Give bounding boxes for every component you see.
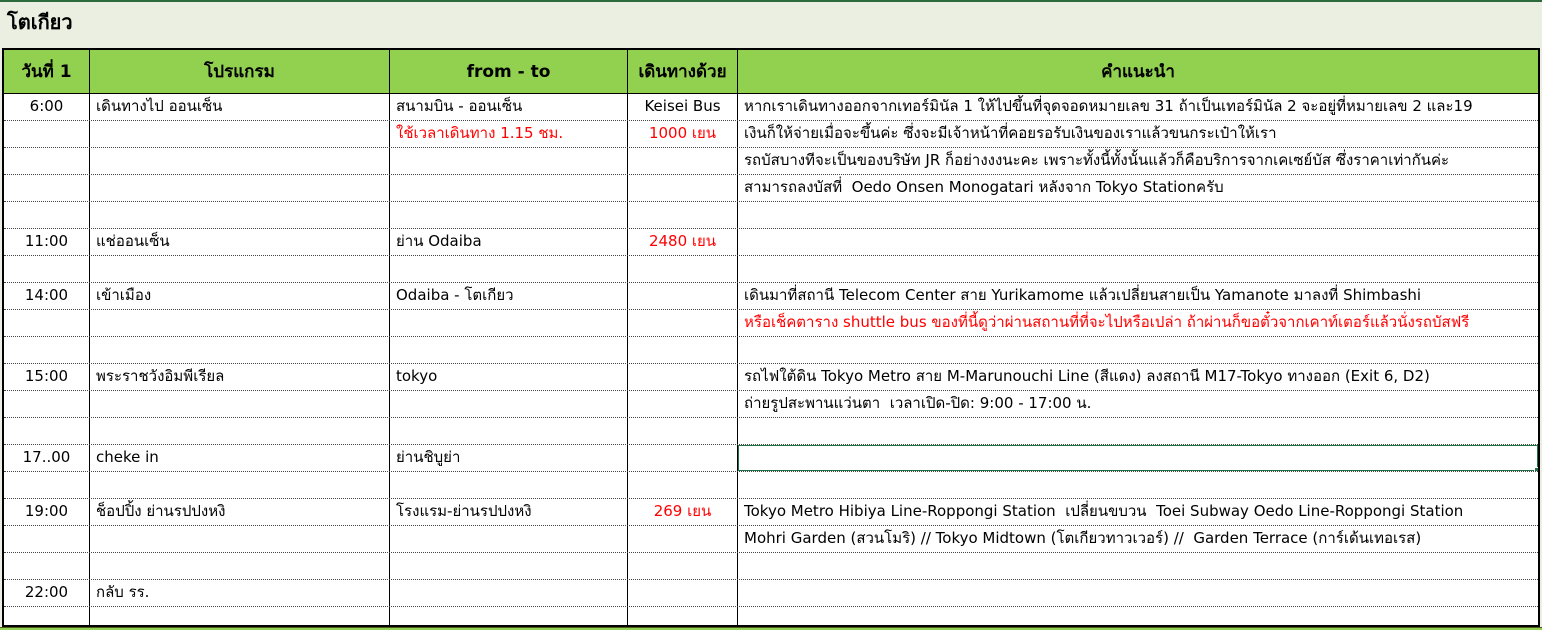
cell-transport[interactable] [628, 310, 738, 336]
table-row [4, 553, 1538, 580]
cell-transport[interactable]: 1000 เยน [628, 121, 738, 147]
cell-transport[interactable] [628, 445, 738, 471]
header-cell-transport[interactable]: เดินทางด้วย [628, 50, 738, 93]
cell-transport[interactable] [628, 553, 738, 579]
cell-transport[interactable]: 2480 เยน [628, 229, 738, 255]
cell-from-to[interactable] [390, 391, 628, 417]
cell-transport[interactable] [628, 418, 738, 444]
cell-advice[interactable] [738, 202, 1538, 228]
cell-time[interactable]: 19:00 [4, 499, 90, 525]
table-body [4, 94, 1538, 625]
cell-transport[interactable] [628, 364, 738, 390]
cell-program[interactable] [90, 526, 390, 552]
cell-advice[interactable]: สามารถลงบัสที่ Oedo Onsen Monogatari หลังจาก Tokyo Stationครับ [744, 178, 1224, 196]
cell-program[interactable] [90, 391, 390, 417]
cell-program[interactable]: cheke in [90, 445, 390, 471]
cell-program[interactable]: กลับ รร. [90, 580, 390, 606]
table-row [4, 229, 1538, 256]
table-row [4, 580, 1538, 607]
title-row [0, 2, 1542, 48]
cell-transport[interactable] [628, 526, 738, 552]
cell-transport[interactable] [628, 283, 738, 309]
cell-time[interactable]: 11:00 [4, 229, 90, 255]
cell-time[interactable] [4, 175, 90, 201]
cell-program[interactable]: ช็อปปิ้ง ย่านรปปงหงิ [90, 499, 390, 525]
cell-time[interactable] [4, 607, 90, 625]
cell-from-to[interactable]: ย่าน Odaiba [390, 229, 628, 255]
cell-from-to[interactable]: สนามบิน - ออนเซ็น [390, 94, 628, 120]
cell-advice[interactable]: รถไฟใต้ดิน Tokyo Metro สาย M-Marunouchi Line (สีแดง) ลงสถานี M17-Tokyo ทางออก (Exit 6, D2) [744, 367, 1430, 385]
cell-time[interactable]: 6:00 [4, 94, 90, 120]
table-row [4, 94, 1538, 121]
table-row [4, 202, 1538, 229]
cell-time[interactable]: 17..00 [4, 445, 90, 471]
cell-from-to[interactable]: โรงแรม-ย่านรปปงหงิ [390, 499, 628, 525]
cell-from-to[interactable] [390, 472, 628, 498]
table-row [4, 472, 1538, 499]
cell-from-to[interactable] [390, 202, 628, 228]
table-row [4, 283, 1538, 310]
cell-from-to[interactable]: tokyo [390, 364, 628, 390]
cell-transport[interactable] [628, 391, 738, 417]
table-row [4, 499, 1538, 526]
cell-advice[interactable]: ถ่ายรูปสะพานแว่นตา เวลาเปิด-ปิด: 9:00 - 17:00 น. [744, 394, 1092, 412]
cell-time[interactable] [4, 553, 90, 579]
cell-advice[interactable]: หากเราเดินทางออกจากเทอร์มินัล 1 ให้ไปขึ้นที่จุดจอดหมายเลข 31 ถ้าเป็นเทอร์มินัล 2 จะอยู่ที่หมายเลข 2 และ19 [744, 97, 1473, 115]
header-cell-advice[interactable]: คำแนะนำ [1101, 62, 1175, 82]
cell-time[interactable] [4, 148, 90, 174]
cell-advice[interactable]: เดินมาที่สถานี Telecom Center สาย Yurikamome แล้วเปลี่ยนสายเป็น Yamanote มาลงที่ Shimbashi [744, 286, 1422, 304]
cell-advice[interactable] [738, 418, 1538, 444]
cell-from-to[interactable] [390, 553, 628, 579]
cell-program[interactable] [90, 607, 390, 625]
table-row [4, 445, 1538, 472]
header-cell-day[interactable]: วันที่ 1 [4, 50, 90, 93]
table-row [4, 391, 1538, 418]
cell-from-to[interactable] [390, 256, 628, 282]
cell-time[interactable] [4, 256, 90, 282]
sheet-title[interactable]: โตเกียว [7, 10, 73, 34]
cell-transport[interactable] [628, 148, 738, 174]
header-cell-from-to[interactable]: from - to [390, 50, 628, 93]
cell-transport[interactable] [628, 175, 738, 201]
cell-program[interactable]: เข้าเมือง [90, 283, 390, 309]
cell-advice[interactable] [738, 607, 1538, 625]
table-row [4, 526, 1538, 553]
cell-time[interactable]: 14:00 [4, 283, 90, 309]
cell-program[interactable]: แช่ออนเซ็น [90, 229, 390, 255]
cell-from-to[interactable] [390, 526, 628, 552]
header-cell-program[interactable]: โปรแกรม [90, 50, 390, 93]
cell-program[interactable] [90, 148, 390, 174]
table-row [4, 175, 1538, 202]
table-row [4, 337, 1538, 364]
fill-handle[interactable] [1534, 467, 1538, 471]
cell-program[interactable] [90, 310, 390, 336]
cell-advice[interactable]: หรือเช็คตาราง shuttle bus ของที่นี้ดูว่าผ่านสถานที่ที่จะไปหรือเปล่า ถ้าผ่านก็ขอตั๋วจากเคาท์เตอร์แล้วนั่งรถบัสฟรี [744, 313, 1470, 331]
table-row [4, 121, 1538, 148]
cell-program[interactable] [90, 472, 390, 498]
cell-program[interactable] [90, 121, 390, 147]
cell-from-to[interactable] [390, 337, 628, 363]
cell-program[interactable] [90, 175, 390, 201]
cell-time[interactable] [4, 418, 90, 444]
table-row [4, 418, 1538, 445]
cell-transport[interactable]: Keisei Bus [628, 94, 738, 120]
cell-program[interactable] [90, 256, 390, 282]
cell-time[interactable]: 15:00 [4, 364, 90, 390]
cell-transport[interactable] [628, 202, 738, 228]
cell-from-to[interactable] [390, 580, 628, 606]
cell-time[interactable] [4, 391, 90, 417]
table-row [4, 256, 1538, 283]
cell-time[interactable] [4, 472, 90, 498]
table-row [4, 148, 1538, 175]
cell-advice[interactable] [738, 337, 1538, 363]
cell-transport[interactable] [628, 607, 738, 625]
cell-time[interactable] [4, 121, 90, 147]
cell-from-to[interactable] [390, 175, 628, 201]
cell-program[interactable] [90, 418, 390, 444]
cell-advice[interactable]: Mohri Garden (สวนโมริ) // Tokyo Midtown (โตเกียวทาวเวอร์) // Garden Terrace (การ์เด้นเทอเรส) [744, 529, 1422, 547]
cell-transport[interactable] [628, 256, 738, 282]
cell-transport[interactable] [628, 580, 738, 606]
cell-time[interactable] [4, 337, 90, 363]
cell-from-to[interactable] [390, 310, 628, 336]
cell-transport[interactable] [628, 337, 738, 363]
cell-advice[interactable] [738, 229, 1538, 255]
cell-time[interactable]: 22:00 [4, 580, 90, 606]
cell-advice[interactable]: เงินก็ให้จ่ายเมื่อจะขึ้นค่ะ ซึ่งจะมีเจ้าหน้าที่คอยรอรับเงินของเราแล้วขนกระเป๋าให้เรา [744, 124, 1277, 142]
cell-transport[interactable]: 269 เยน [628, 499, 738, 525]
cell-advice[interactable]: รถบัสบางทีจะเป็นของบริษัท JR ก็อย่างงงนะคะ เพราะทั้งนี้ทั้งนั้นแล้วก็คือบริการจากเคเซย์บัส ซึ่งราคาเท่ากันค่ะ [744, 151, 1450, 169]
cell-from-to[interactable]: ใช้เวลาเดินทาง 1.15 ชม. [390, 121, 628, 147]
selected-cell[interactable] [738, 445, 1538, 471]
table-row [4, 607, 1538, 625]
cell-program[interactable] [90, 553, 390, 579]
cell-advice[interactable] [738, 553, 1538, 579]
cell-time[interactable] [4, 202, 90, 228]
cell-from-to[interactable]: ย่านชิบูย่า [390, 445, 628, 471]
itinerary-table [2, 48, 1540, 627]
cell-from-to[interactable] [390, 607, 628, 625]
table-row [4, 364, 1538, 391]
cell-from-to[interactable]: Odaiba - โตเกียว [390, 283, 628, 309]
cell-from-to[interactable] [390, 418, 628, 444]
cell-advice[interactable]: Tokyo Metro Hibiya Line-Roppongi Station เปลี่ยนขบวน Toei Subway Oedo Line-Roppongi Station [744, 502, 1464, 520]
cell-advice[interactable] [738, 580, 1538, 606]
cell-transport[interactable] [628, 472, 738, 498]
cell-advice[interactable] [738, 256, 1538, 282]
cell-program[interactable]: พระราชวังอิมพีเรียล [90, 364, 390, 390]
cell-time[interactable] [4, 310, 90, 336]
selection-border [738, 445, 1538, 471]
table-row [4, 310, 1538, 337]
table-header-row [4, 50, 1538, 94]
cell-program[interactable]: เดินทางไป ออนเซ็น [90, 94, 390, 120]
cell-program[interactable] [90, 202, 390, 228]
cell-program[interactable] [90, 337, 390, 363]
cell-advice[interactable] [738, 472, 1538, 498]
cell-time[interactable] [4, 526, 90, 552]
cell-from-to[interactable] [390, 148, 628, 174]
